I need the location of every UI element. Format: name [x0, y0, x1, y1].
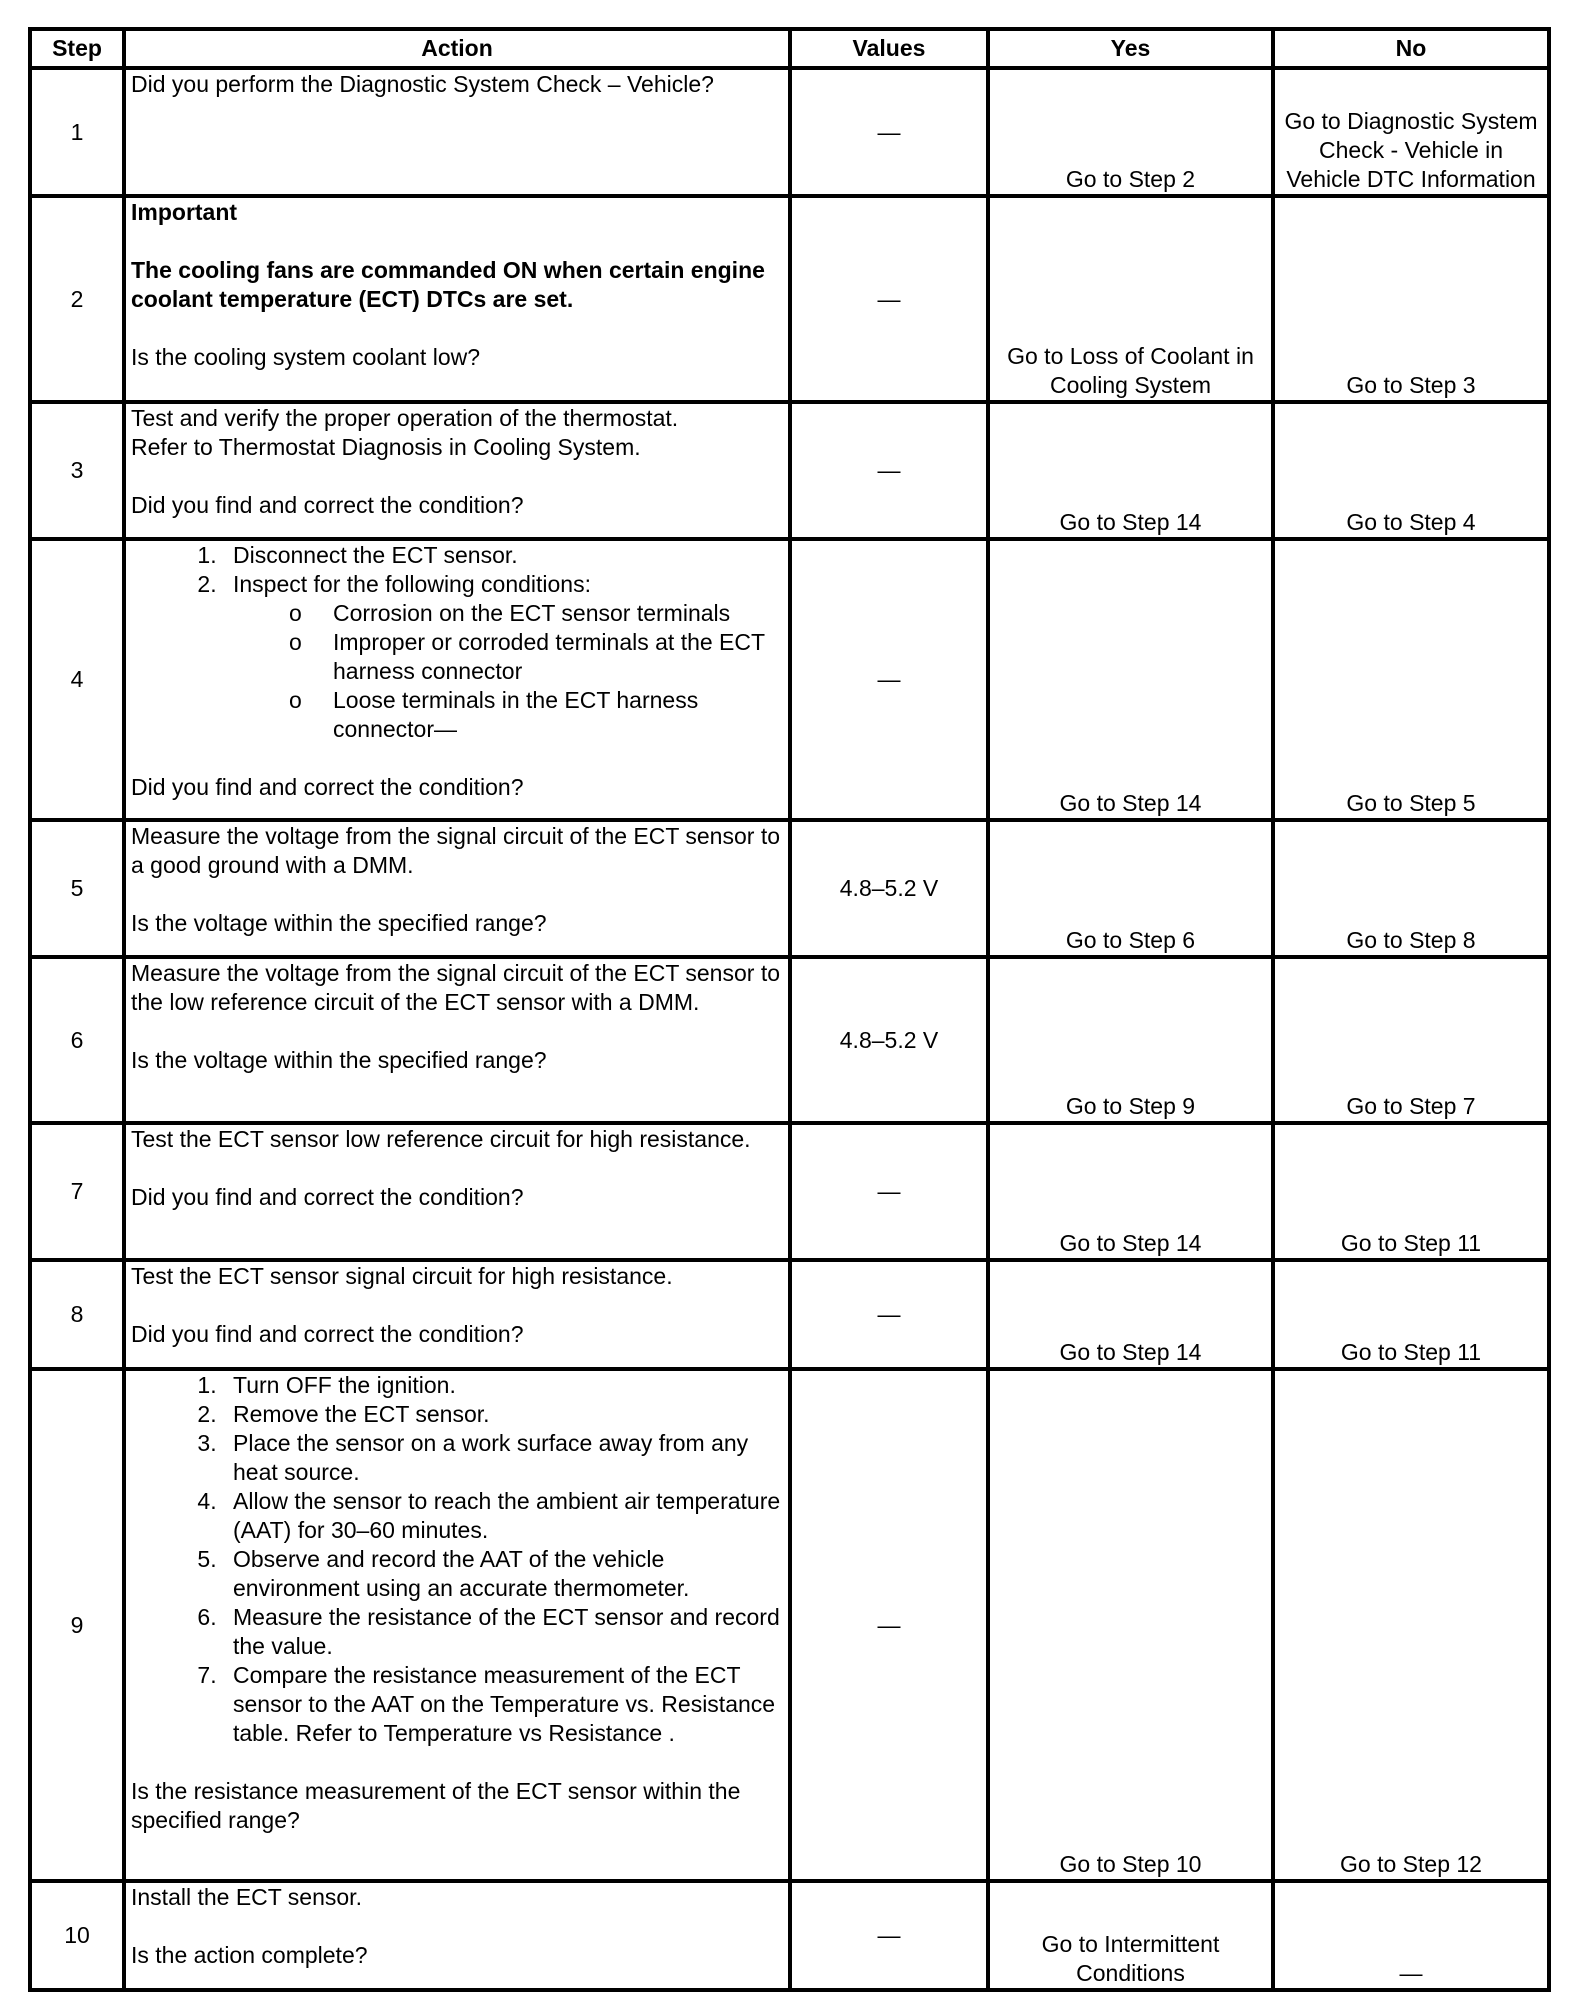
step-number: 7 [30, 1123, 124, 1260]
action-question: Did you find and correct the condition? [131, 1321, 524, 1347]
no-cell: Go to Step 12 [1273, 1369, 1549, 1881]
table-row [30, 1881, 1549, 1990]
no-cell: Go to Step 8 [1273, 820, 1549, 957]
action-text: Install the ECT sensor. [131, 1884, 362, 1910]
table-row [30, 402, 1549, 539]
action-cell [124, 957, 790, 1123]
step-number: 4 [30, 539, 124, 820]
yes-cell: Go to Step 2 [988, 68, 1273, 196]
action-text: Test the ECT sensor low reference circuit for high resistance. [131, 1126, 751, 1152]
yes-cell: Go to Step 6 [988, 820, 1273, 957]
header-no: No [1273, 29, 1549, 68]
action-cell [124, 196, 790, 402]
step-number: 2 [30, 196, 124, 402]
action-text: Refer to Thermostat Diagnosis in Cooling System. [131, 434, 641, 460]
bullet-icon: o [289, 600, 302, 626]
condition-text: Corrosion on the ECT sensor terminals [333, 600, 731, 626]
no-cell: Go to Step 11 [1273, 1260, 1549, 1369]
action-question: Is the voltage within the specified range? [131, 1047, 547, 1073]
step-number: 3 [30, 402, 124, 539]
values-cell: 4.8–5.2 V [790, 957, 988, 1123]
condition-item [289, 628, 783, 686]
list-item: 2. Remove the ECT sensor. [223, 1400, 783, 1429]
list-item: 6. Measure the resistance of the ECT sensor and record the value. [223, 1603, 783, 1661]
header-yes: Yes [988, 29, 1273, 68]
list-item: 1. Disconnect the ECT sensor. [223, 541, 783, 570]
values-cell: — [790, 1881, 988, 1990]
procedure-list [123, 541, 783, 744]
header-step: Step [30, 29, 124, 68]
action-text: Measure the voltage from the signal circuit of the ECT sensor to a good ground with a DMM. [131, 823, 780, 878]
action-question: Is the action complete? [131, 1942, 368, 1968]
action-text: Measure the voltage from the signal circuit of the ECT sensor to the low reference circuit of the ECT sensor with a DMM. [131, 960, 780, 1015]
action-question: Did you find and correct the condition? [131, 774, 524, 800]
yes-cell: Go to Intermittent Conditions [988, 1881, 1273, 1990]
diagnostic-table [28, 27, 1551, 1992]
step-number: 9 [30, 1369, 124, 1881]
yes-cell: Go to Step 10 [988, 1369, 1273, 1881]
table-row [30, 820, 1549, 957]
values-cell: — [790, 68, 988, 196]
action-cell [124, 68, 790, 196]
bullet-icon: o [289, 687, 302, 713]
action-text: Did you perform the Diagnostic System Check – Vehicle? [131, 71, 714, 97]
action-cell [124, 539, 790, 820]
condition-text: Improper or corroded terminals at the ECT harness connector [333, 629, 765, 684]
list-item: 1. Turn OFF the ignition. [223, 1371, 783, 1400]
list-item [223, 570, 783, 744]
no-cell: Go to Diagnostic System Check - Vehicle in Vehicle DTC Information [1273, 68, 1549, 196]
values-cell: — [790, 1260, 988, 1369]
action-cell [124, 1881, 790, 1990]
list-item: 7. Compare the resistance measurement of the ECT sensor to the AAT on the Temperature vs. Resistance table. Refer to Temperature vs Resistance . [223, 1661, 783, 1748]
action-cell [124, 1123, 790, 1260]
list-item: 3. Place the sensor on a work surface away from any heat source. [223, 1429, 783, 1487]
header-row [30, 29, 1549, 68]
action-question: Did you find and correct the condition? [131, 1184, 524, 1210]
values-cell: — [790, 1123, 988, 1260]
action-cell [124, 1260, 790, 1369]
no-cell: Go to Step 11 [1273, 1123, 1549, 1260]
values-cell: — [790, 196, 988, 402]
condition-item [289, 599, 783, 628]
table-row [30, 1369, 1549, 1881]
table-row [30, 68, 1549, 196]
action-question: Is the resistance measurement of the ECT sensor within the specified range? [131, 1778, 741, 1833]
important-note: The cooling fans are commanded ON when certain engine coolant temperature (ECT) DTCs are set. [131, 257, 765, 312]
action-cell [124, 402, 790, 539]
list-item-text: Inspect for the following conditions: [233, 571, 591, 597]
action-question: Is the cooling system coolant low? [131, 344, 481, 370]
action-question: Is the voltage within the specified range? [131, 910, 547, 936]
action-text: Test the ECT sensor signal circuit for high resistance. [131, 1263, 673, 1289]
no-cell: Go to Step 3 [1273, 196, 1549, 402]
values-cell: — [790, 402, 988, 539]
no-cell: Go to Step 4 [1273, 402, 1549, 539]
action-text: Test and verify the proper operation of the thermostat. [131, 405, 679, 431]
yes-cell: Go to Step 14 [988, 1260, 1273, 1369]
table-row [30, 196, 1549, 402]
step-number: 10 [30, 1881, 124, 1990]
bullet-icon: o [289, 629, 302, 655]
action-cell [124, 820, 790, 957]
condition-item [289, 686, 783, 744]
condition-text: Loose terminals in the ECT harness connector— [333, 687, 699, 742]
list-item: 5. Observe and record the AAT of the vehicle environment using an accurate thermometer. [223, 1545, 783, 1603]
no-cell: Go to Step 5 [1273, 539, 1549, 820]
header-values: Values [790, 29, 988, 68]
important-heading: Important [131, 199, 238, 225]
values-cell: — [790, 1369, 988, 1881]
procedure-list [123, 1371, 783, 1748]
yes-cell: Go to Loss of Coolant in Cooling System [988, 196, 1273, 402]
step-number: 5 [30, 820, 124, 957]
conditions-list [233, 599, 783, 744]
yes-cell: Go to Step 14 [988, 539, 1273, 820]
values-cell: — [790, 539, 988, 820]
header-action: Action [124, 29, 790, 68]
no-cell: Go to Step 7 [1273, 957, 1549, 1123]
table-row [30, 1123, 1549, 1260]
table-row [30, 1260, 1549, 1369]
step-number: 1 [30, 68, 124, 196]
action-cell [124, 1369, 790, 1881]
yes-cell: Go to Step 14 [988, 402, 1273, 539]
action-question: Did you find and correct the condition? [131, 492, 524, 518]
yes-cell: Go to Step 14 [988, 1123, 1273, 1260]
no-cell: — [1273, 1881, 1549, 1990]
yes-cell: Go to Step 9 [988, 957, 1273, 1123]
step-number: 8 [30, 1260, 124, 1369]
table-row [30, 539, 1549, 820]
step-number: 6 [30, 957, 124, 1123]
list-item: 4. Allow the sensor to reach the ambient air temperature (AAT) for 30–60 minutes. [223, 1487, 783, 1545]
values-cell: 4.8–5.2 V [790, 820, 988, 957]
table-row [30, 957, 1549, 1123]
